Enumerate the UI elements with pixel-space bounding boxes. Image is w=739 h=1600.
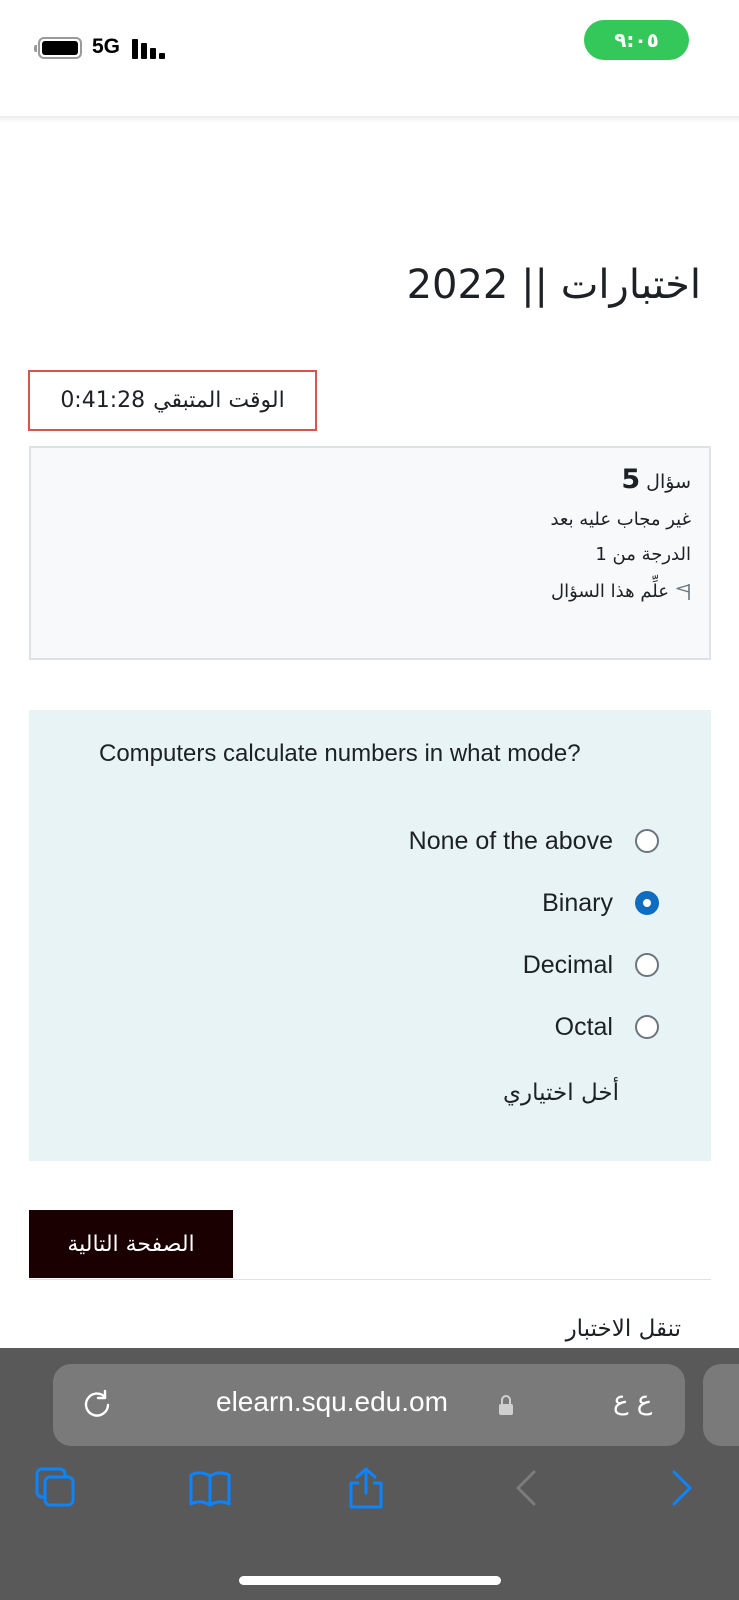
radio-button-selected[interactable] — [635, 891, 659, 915]
answer-option-decimal[interactable] — [523, 945, 659, 985]
radio-button[interactable] — [635, 953, 659, 977]
radio-button[interactable] — [635, 829, 659, 853]
answer-label: Octal — [554, 1012, 613, 1041]
browser-chrome — [0, 1348, 739, 1600]
answer-label: None of the above — [408, 826, 613, 855]
answer-option-octal[interactable] — [555, 1007, 659, 1047]
home-indicator — [239, 1576, 501, 1585]
timer-label: الوقت المتبقي — [153, 388, 285, 413]
address-bar[interactable] — [53, 1364, 685, 1446]
divider — [29, 1279, 711, 1280]
flag-question-label: علِّم هذا السؤال — [551, 581, 669, 602]
status-time: ٩:٠٥ — [584, 20, 689, 60]
question-state: غير مجاب عليه بعد — [550, 509, 691, 530]
next-page-button[interactable]: الصفحة التالية — [29, 1210, 233, 1278]
status-bar — [0, 0, 739, 118]
tabs-icon[interactable] — [34, 1466, 78, 1510]
answer-option-binary[interactable] — [542, 883, 659, 923]
answer-label: Binary — [542, 888, 613, 917]
answer-option-none-of-the-above[interactable] — [409, 821, 659, 861]
battery-icon — [38, 37, 82, 59]
signal-icon — [132, 37, 168, 59]
share-icon[interactable] — [344, 1466, 388, 1510]
quiz-timer — [28, 370, 317, 431]
reload-icon[interactable] — [81, 1388, 113, 1420]
radio-button[interactable] — [635, 1015, 659, 1039]
next-tab-preview[interactable] — [703, 1364, 739, 1446]
question-info-panel — [29, 446, 711, 660]
answer-label: Decimal — [522, 950, 613, 979]
timer-value: 0:41:28 — [60, 388, 146, 413]
bookmarks-icon[interactable] — [188, 1466, 232, 1510]
forward-icon[interactable] — [660, 1466, 704, 1510]
header-shadow — [0, 116, 739, 122]
clear-choice-link[interactable]: أخل اختياري — [503, 1080, 619, 1106]
question-content — [29, 710, 711, 1161]
question-text: Computers calculate numbers in what mode? — [99, 740, 581, 767]
flag-icon — [675, 583, 691, 601]
quiz-navigation-title: تنقل الاختبار — [565, 1316, 681, 1342]
text-size-button[interactable]: ع ع — [613, 1386, 653, 1416]
lock-icon — [498, 1394, 514, 1416]
flag-question-link[interactable] — [49, 581, 691, 602]
question-word: سؤال — [646, 471, 691, 493]
question-number — [49, 464, 691, 495]
question-number-value: 5 — [621, 464, 641, 495]
url-text: elearn.squ.edu.om — [216, 1386, 448, 1417]
question-mark: الدرجة من 1 — [595, 544, 691, 565]
page-title: اختبارات || 2022 — [406, 262, 701, 308]
back-icon[interactable] — [506, 1466, 550, 1510]
network-type: 5G — [92, 35, 121, 58]
